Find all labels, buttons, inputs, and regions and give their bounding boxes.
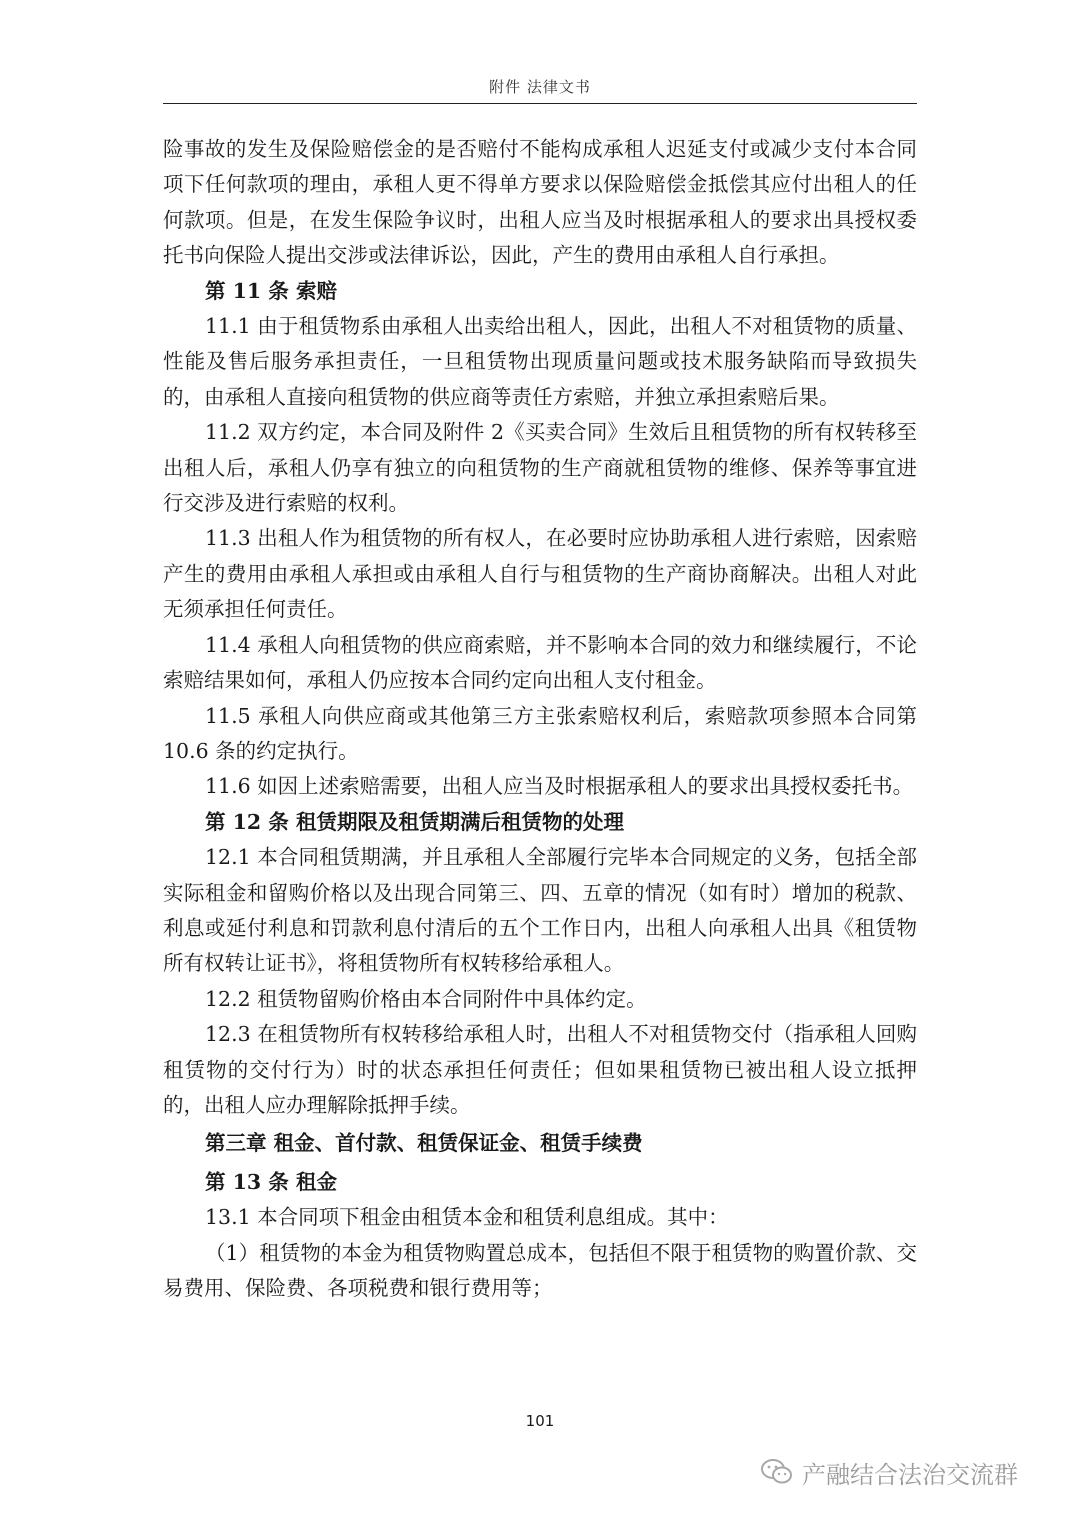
clause-11-3: 11.3 出租人作为租赁物的所有权人，在必要时应协助承租人进行索赔，因索赔产生的费用由承租人承担或由承租人自行与租赁物的生产商协商解决。出租人对此无须承担任何责任。	[163, 526, 917, 622]
clause-11-2: 11.2 双方约定，本合同及附件 2《买卖合同》生效后且租赁物的所有权转移至出租人后，承租人仍享有独立的向租赁物的生产商就租赁物的维修、保养等事宜进行交涉及进行索赔的权利。	[163, 420, 917, 516]
document-body	[163, 132, 917, 1306]
article-heading-13: 第 13 条 租金	[205, 1169, 337, 1194]
watermark	[760, 1455, 1018, 1489]
paragraph: 险事故的发生及保险赔偿金的是否赔付不能构成承租人迟延支付或减少支付本合同项下任何款项的理由，承租人更不得单方要求以保险赔偿金抵偿其应付出租人的任何款项。但是，在发生保险争议时，出租人应当及时根据承租人的要求出具授权委托书向保险人提出交涉或法律诉讼，因此，产生的费用由承租人自行承担。	[163, 137, 917, 268]
page-header: 附件 法律文书	[489, 78, 591, 96]
clause-11-1: 11.1 由于租赁物系由承租人出卖给出租人，因此，出租人不对租赁物的质量、性能及售后服务承担责任，一旦租赁物出现质量问题或技术服务缺陷而导致损失的，由承租人直接向租赁物的供应商等责任方索赔，并独立承担索赔后果。	[163, 314, 917, 409]
clause-11-4: 11.4 承租人向租赁物的供应商索赔，并不影响本合同的效力和继续履行，不论索赔结果如何，承租人仍应按本合同约定向出租人支付租金。	[163, 632, 917, 693]
clause-12-1: 12.1 本合同租赁期满，并且承租人全部履行完毕本合同规定的义务，包括全部实际租金和留购价格以及出现合同第三、四、五章的情况（如有时）增加的税款、利息或延付利息和罚款利息付清后的五个工作日内，出租人向承租人出具《租赁物所有权转让证书》，将租赁物所有权转移给承租人。	[163, 845, 917, 976]
wechat-icon	[760, 1457, 794, 1487]
article-heading-12: 第 12 条 租赁期限及租赁期满后租赁物的处理	[205, 809, 624, 834]
page-number: 101	[525, 1412, 555, 1430]
clause-13-1: 13.1 本合同项下租金由租赁本金和租赁利息组成。其中：	[205, 1205, 729, 1230]
watermark-text: 产融结合法治交流群	[802, 1460, 1018, 1489]
clause-11-6: 11.6 如因上述索赔需要，出租人应当及时根据承租人的要求出具授权委托书。	[205, 774, 914, 799]
clause-12-3: 12.3 在租赁物所有权转移给承租人时，出租人不对租赁物交付（指承租人回购租赁物的交付行为）时的状态承担任何责任；但如果租赁物已被出租人设立抵押的，出租人应办理解除抵押手续。	[163, 1022, 917, 1117]
clause-11-5: 11.5 承租人向供应商或其他第三方主张索赔权利后，索赔款项参照本合同第 10.6 条的约定执行。	[163, 703, 917, 763]
article-heading-11: 第 11 条 索赔	[205, 278, 337, 303]
clause-13-1-item-1: （1）租赁物的本金为租赁物购置总成本，包括但不限于租赁物的购置价款、交易费用、保险费、各项税费和银行费用等；	[163, 1240, 917, 1300]
header-rule	[163, 103, 917, 104]
clause-12-2: 12.2 租赁物留购价格由本合同附件中具体约定。	[205, 986, 647, 1011]
chapter-heading-3: 第三章 租金、首付款、租赁保证金、租赁手续费	[205, 1131, 643, 1156]
